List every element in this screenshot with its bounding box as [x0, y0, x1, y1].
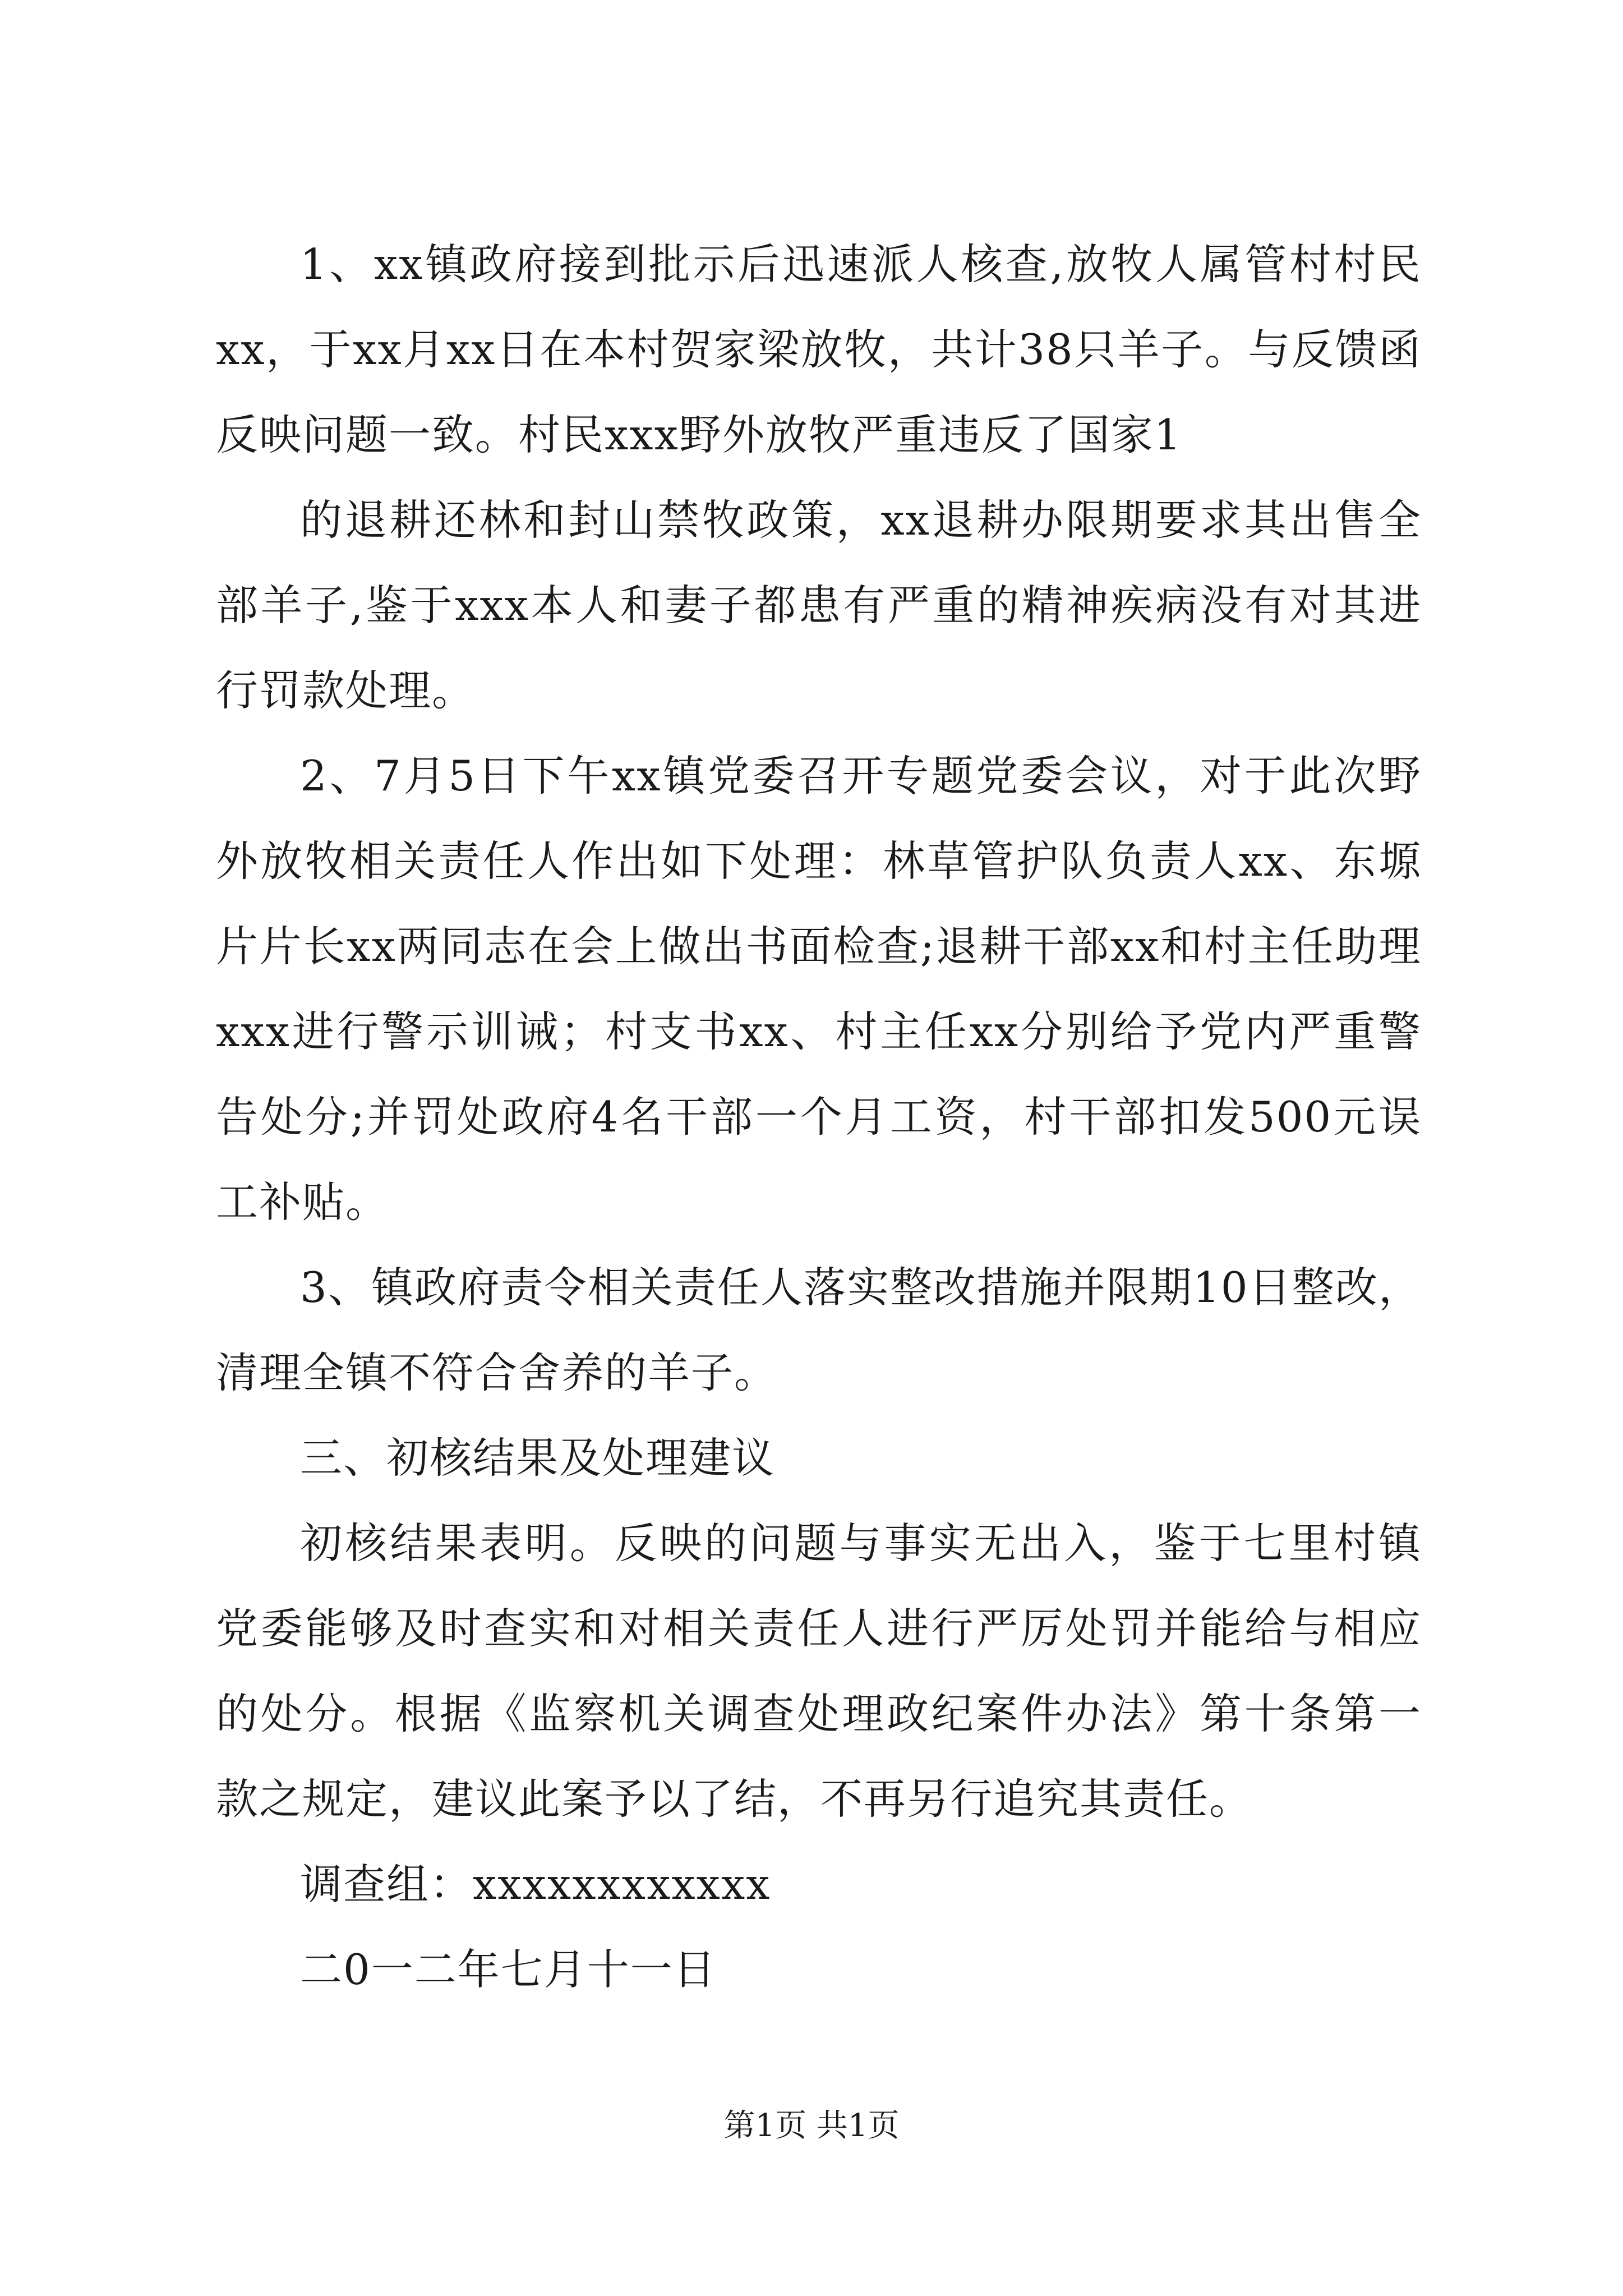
section-heading: 三、初核结果及处理建议: [300, 1433, 776, 1483]
document-body: [216, 222, 1422, 2012]
paragraph-3: 2、7月5日下午xx镇党委召开专题党委会议，对于此次野外放牧相关责任人作出如下处理：林草管护队负责人xx、东塬片片长xx两同志在会上做出书面检查;退耕干部xx和村主任助理xxx进行警示训诫；村支书xx、村主任xx分别给予党内严重警告处分;并罚处政府4名干部一个月工资，村干部扣发500元误工补贴。: [216, 751, 1422, 1227]
paragraph-2: 的退耕还林和封山禁牧政策，xx退耕办限期要求其出售全部羊子,鉴于xxx本人和妻子都患有严重的精神疾病没有对其进行罚款处理。: [216, 495, 1422, 715]
page-footer: 第1页 共1页: [723, 2108, 900, 2144]
paragraph-4: 3、镇政府责令相关责任人落实整改措施并限期10日整改，清理全镇不符合舍养的羊子。: [216, 1263, 1422, 1397]
document-date: 二0一二年七月十一日: [300, 1945, 717, 1994]
paragraph-5: 初核结果表明。反映的问题与事实无出入，鉴于七里村镇党委能够及时查实和对相关责任人进行严厉处罚并能给与相应的处分。根据《监察机关调查处理政纪案件办法》第十条第一款之规定，建议此案予以了结，不再另行追究其责任。: [216, 1519, 1422, 1824]
paragraph-1: 1、xx镇政府接到批示后迅速派人核查,放牧人属管村村民xx，于xx月xx日在本村贺家梁放牧，共计38只羊子。与反馈函反映问题一致。村民xxx野外放牧严重违反了国家1: [216, 240, 1422, 459]
investigation-team: 调查组：xxxxxxxxxxxx: [300, 1860, 771, 1909]
